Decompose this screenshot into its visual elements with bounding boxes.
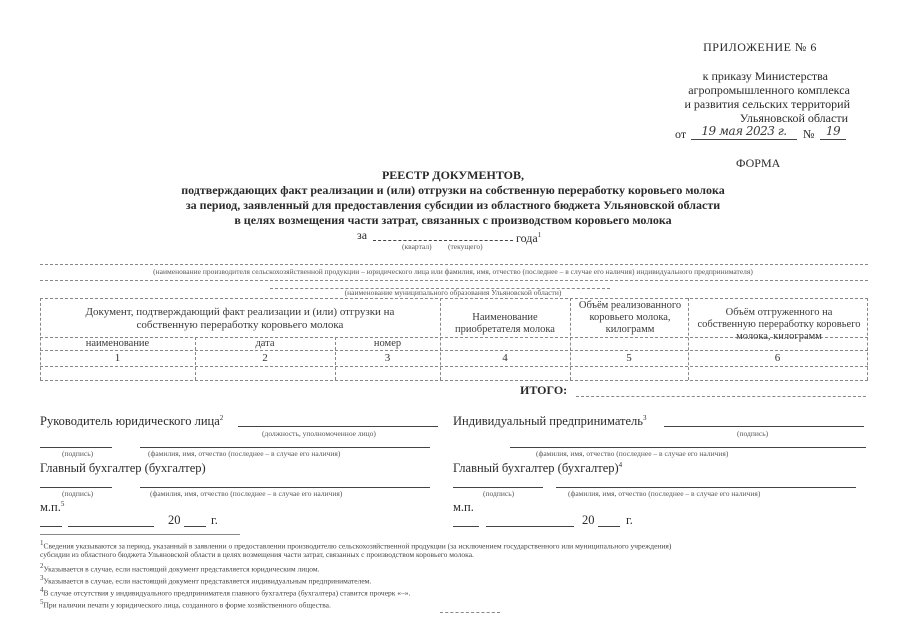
- left-head-hint-name: (фамилия, имя, отчество (последнее – в случае его наличия): [148, 449, 341, 458]
- right-head-name-line: [510, 447, 866, 448]
- form-label: ФОРМА: [736, 156, 781, 170]
- right-acc-label: Главный бухгалтер (бухгалтер)$^4$: [453, 461, 623, 476]
- left-date-year: 20: [168, 513, 181, 527]
- left-head-position-line: [238, 426, 438, 427]
- table-total-label: ИТОГО:: [520, 383, 568, 397]
- footnotes-separator: [40, 534, 240, 535]
- producer-line: [40, 264, 868, 265]
- appendix-title: ПРИЛОЖЕНИЕ № 6: [703, 40, 817, 54]
- left-head-label: Руководитель юридического лица$^2$: [40, 414, 224, 429]
- table-num-5: 5: [626, 352, 632, 364]
- table-numbers-bottom-border: [40, 366, 868, 367]
- right-date-day-line: [453, 526, 479, 527]
- table-row-border: [40, 380, 868, 381]
- title-line-2: подтверждающих факт реализации и (или) отгрузки на собственную переработку коровьего молока: [181, 183, 725, 197]
- footnote-1b: субсидии из областного бюджета Ульяновской области в целях возмещения части затрат, связанных с производством коровьего молока.: [40, 550, 474, 559]
- table-col-shipped: Объём отгруженного на собственную переработку коровьего молока, килограмм: [697, 307, 861, 342]
- left-head-hint-position: (должность, уполномоченное лицо): [262, 429, 376, 438]
- table-header-bottom-border: [40, 350, 868, 351]
- right-date-suffix: г.: [626, 513, 633, 527]
- table-col-buyer: Наименование приобретателя молока: [455, 312, 555, 335]
- appendix-number-prefix: №: [803, 127, 815, 141]
- period-underline: [373, 240, 513, 241]
- table-col-divider-5: [688, 298, 689, 380]
- right-head-hint-name: (фамилия, имя, отчество (последнее – в случае его наличия): [536, 449, 729, 458]
- right-stamp: м.п.: [453, 500, 474, 514]
- hint-year: (текущего): [448, 242, 483, 251]
- footnote-3: 3Указывается в случае, если настоящий документ представляется индивидуальным предпринимателем.: [40, 574, 372, 586]
- right-date-year-line: [598, 526, 620, 527]
- appendix-date-underline: [691, 139, 797, 140]
- appendix-date-value: 19 мая 2023 г.: [701, 124, 787, 138]
- right-acc-hint-sign: (подпись): [483, 489, 515, 498]
- table-num-3: 3: [384, 352, 391, 364]
- table-total-line: [576, 396, 866, 397]
- appendix-line-2: агропромышленного комплекса: [688, 83, 850, 97]
- appendix-date-prefix: от: [675, 127, 687, 141]
- table-num-6: 6: [774, 352, 781, 364]
- right-date-year: 20: [582, 513, 595, 527]
- left-date-suffix: г.: [211, 513, 218, 527]
- left-date-month-line: [68, 526, 154, 527]
- left-head-sign-line: [40, 447, 112, 448]
- footnote-2: 2Указывается в случае, если настоящий документ представляется юридическим лицом.: [40, 562, 320, 574]
- table-col-divider-3: [440, 298, 441, 380]
- title-line-4: в целях возмещения части затрат, связанных с производством коровьего молока: [234, 213, 672, 227]
- period-prefix: за: [357, 228, 368, 242]
- left-head-hint-sign: (подпись): [62, 449, 94, 458]
- appendix-line-4: Ульяновской области: [739, 111, 848, 125]
- table-group-header: Документ, подтверждающий факт реализации и (или) отгрузки на собственную переработку коровьего молока: [85, 306, 395, 331]
- left-stamp: м.п.$^5$: [40, 500, 65, 515]
- table-col-number: номер: [373, 338, 402, 349]
- table-top-border: [40, 298, 868, 299]
- right-acc-sign-line: [453, 487, 543, 488]
- table-col-name: наименование: [85, 338, 150, 349]
- left-acc-label: Главный бухгалтер (бухгалтер): [40, 461, 206, 475]
- title-line-3: за период, заявленный для предоставления субсидии из областного бюджета Ульяновской области: [185, 198, 721, 212]
- appendix-number-underline: [820, 139, 846, 140]
- left-acc-name-line: [140, 487, 430, 488]
- appendix-line-1: к приказу Министерства: [702, 69, 828, 83]
- table-num-4: 4: [502, 352, 508, 364]
- right-acc-hint-name: (фамилия, имя, отчество (последнее – в случае его наличия): [568, 489, 761, 498]
- left-head-name-line: [140, 447, 430, 448]
- appendix-line-3: и развития сельских территорий: [684, 97, 850, 111]
- appendix-number-value: 19: [825, 124, 841, 138]
- hint-municipality: (наименование муниципального образования Ульяновской области): [344, 288, 562, 297]
- table-num-2: 2: [262, 352, 268, 364]
- right-head-sign-line: [664, 426, 864, 427]
- right-date-month-line: [486, 526, 574, 527]
- footnote-1a: 1Сведения указываются за период, указанный в заявлении о предоставлении производителю сельскохозяйственной продукции (за исключением государственного или муниципального учреждения): [40, 539, 672, 551]
- hint-quarter: (квартал): [402, 242, 432, 251]
- title-line-1: РЕЕСТР ДОКУМЕНТОВ,: [381, 168, 525, 182]
- left-acc-sign-line: [40, 487, 112, 488]
- left-date-day-line: [40, 526, 62, 527]
- period-suffix: года$^1$: [516, 231, 542, 245]
- table-col-date: дата: [255, 338, 275, 349]
- right-acc-name-line: [556, 487, 856, 488]
- left-acc-hint-sign: (подпись): [62, 489, 94, 498]
- right-head-label: Индивидуальный предприниматель$^3$: [453, 414, 647, 429]
- footnote-4: 4В случае отсутствия у индивидуального предпринимателя главного бухгалтера (бухгалтера) ставится прочерк «–».: [40, 586, 411, 598]
- table-right-border: [867, 298, 868, 380]
- footnotes-end-mark: [440, 612, 500, 613]
- municipality-line-top: [40, 280, 868, 281]
- table-col-sold: Объём реализованного коровьего молока, килограмм: [578, 300, 682, 335]
- right-head-hint-sign: (подпись): [737, 429, 769, 438]
- table-col-divider-4: [570, 298, 571, 380]
- table-num-1: 1: [114, 352, 121, 364]
- left-acc-hint-name: (фамилия, имя, отчество (последнее – в случае его наличия): [150, 489, 343, 498]
- hint-producer: (наименование производителя сельскохозяйственной продукции – юридического лица или фамилия, имя, отчество (последнее – в случае его наличия) индивидуального предпринимателя): [153, 267, 753, 276]
- footnote-5: 5При наличии печати у юридического лица, созданного в форме хозяйственного общества.: [40, 598, 331, 610]
- left-date-year-line: [184, 526, 206, 527]
